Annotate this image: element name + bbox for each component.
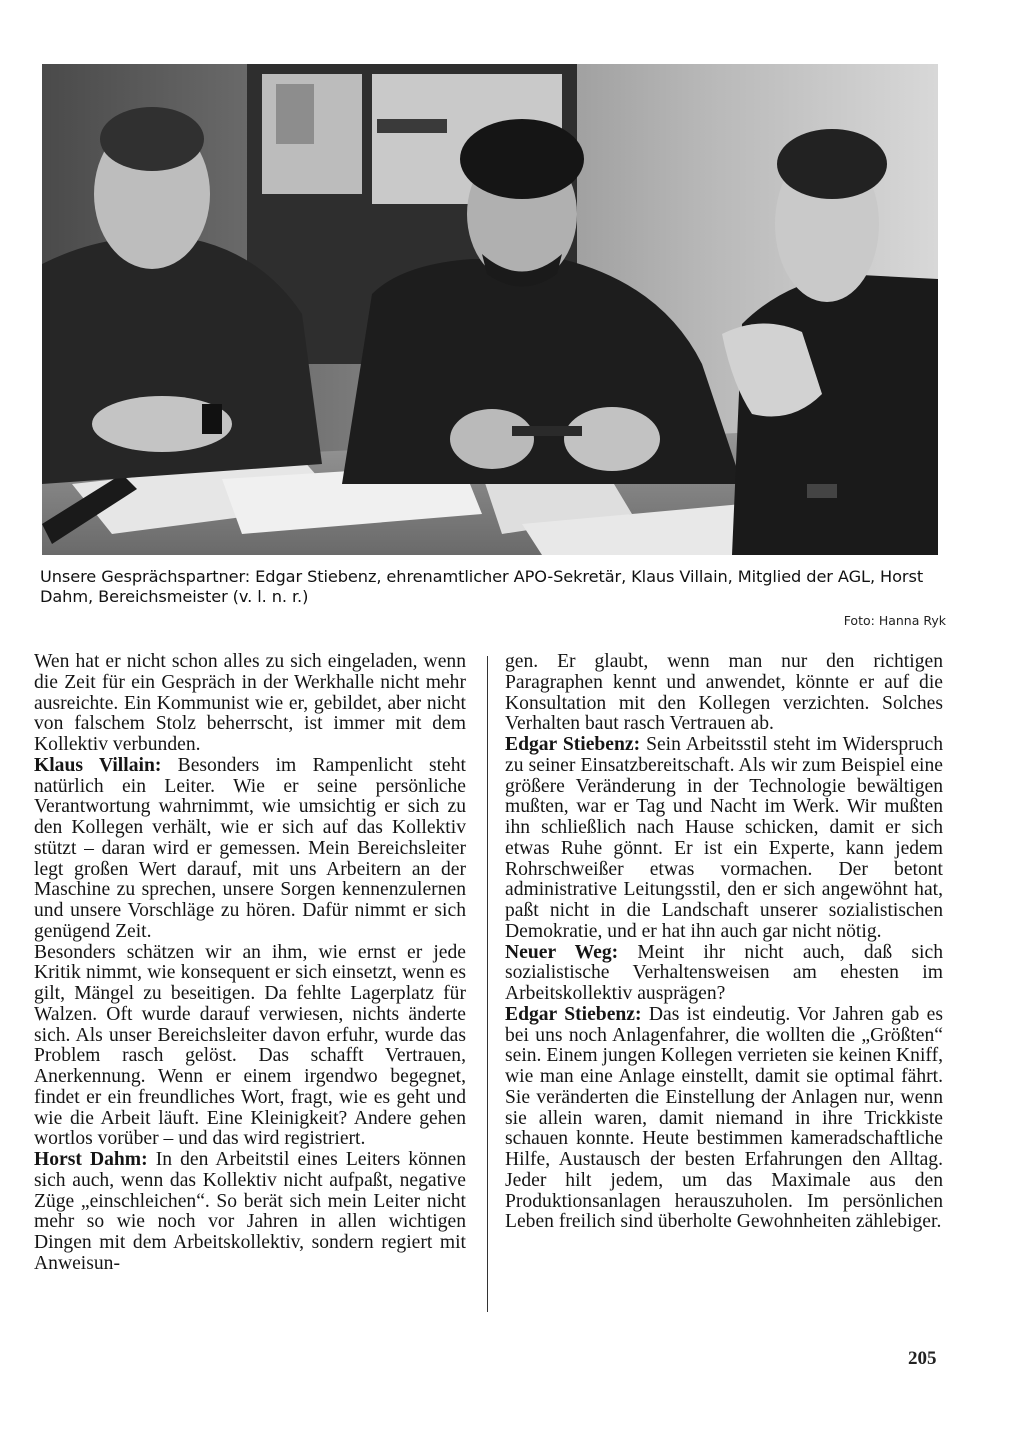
speaker-text: Sein Arbeitsstil steht im Widerspruch zu seiner Einsatzbereitschaft. Als wir zum Beispiel eine größere Veränderung in der Technologie bewältigen mußten, war er Tag und Nacht im Werk. Wir mußten ihn schließlich nach Hause schicken, damit er sich etwas Ruhe gönnt. Er ist ein Experte, kann jedem Rohrschweißer etwas vormachen. Der betont administrative Leitungsstil, den er sich angewöhnt hat, paßt nicht in die Landschaft unserer sozialistischen Demokratie, und er hat ihn auch gar nicht nötig. <box>505 734 943 942</box>
paragraph <box>505 735 943 943</box>
speaker-name: Edgar Stiebenz: <box>505 734 641 755</box>
photo-credit: Foto: Hanna Ryk <box>843 613 946 628</box>
speaker-text: In den Arbeitstil eines Leiters können sich auch, wenn das Kollektiv nicht aufpaßt, negative Züge „einschleichen“. So berät sich mein Leiter nicht mehr so wie noch vor Jahren in allen wichtigen Dingen mit dem Arbeitskollektiv, sondern regiert mit Anweisun- <box>34 1149 466 1274</box>
paragraph: Besonders schätzen wir an ihm, wie ernst er jede Kritik nimmt, wie konsequent er sich einsetzt, wenn es gilt, Mängel zu beseitigen. Da fehlte Lagerplatz für Walzen. Oft wurde darauf verwiesen, nichts änderte sich. Als unser Bereichsleiter davon erfuhr, wurde das Problem rasch gelöst. Das schafft Vertrauen, Anerkennung. Wenn er einem irgendwo begegnet, findet er ein freundliches Wort, fragt, wie es geht und wie die Arbeit läuft. Eine Kleinigkeit? Andere gehen wortlos vorüber – und das wird registriert. <box>34 941 466 1150</box>
page-number: 205 <box>908 1348 937 1369</box>
speaker-text: Besonders im Rampenlicht steht natürlich ein Leiter. Wie er seine persönliche Verantwortung wahrnimmt, wie umsichtig er sich zu den Kollegen verhält, wie er sich auf das Kollektiv stützt – daran wird er gemessen. Mein Bereichsleiter legt großen Wert darauf, mit uns Arbeitern an der Maschine zu sprechen, unsere Sorgen kennenzulernen und unsere Vorschläge zu hören. Dafür nimmt er sich genügend Zeit. <box>34 754 466 942</box>
paragraph: Wen hat er nicht schon alles zu sich eingeladen, wenn die Zeit für ein Gespräch in der Werkhalle nicht mehr ausreichte. Ein Kommunist wie er, gebildet, aber nicht von falschem Stolz beherrscht, ist immer mit dem Kollektiv verbunden. <box>34 651 466 755</box>
speaker-name: Klaus Villain: <box>34 754 162 776</box>
speaker-name: Neuer Weg: <box>505 941 619 963</box>
paragraph <box>34 756 466 943</box>
paragraph <box>505 943 943 1005</box>
article-column-left <box>34 652 466 1275</box>
article-column-right <box>505 652 943 1233</box>
photo-caption: Unsere Gesprächspartner: Edgar Stiebenz, ehrenamtlicher APO-Sekretär, Klaus Villain, Mitglied der AGL, Horst Dahm, Bereichsmeister (v. l. n. r.) <box>40 567 924 606</box>
column-divider <box>487 656 488 1312</box>
speaker-name: Horst Dahm: <box>34 1149 148 1170</box>
photo-three-men-at-table <box>42 64 938 555</box>
paragraph <box>505 1005 943 1233</box>
speaker-text: Das ist eindeutig. Vor Jahren gab es bei uns noch Anlagenfahrer, die wollten die „Größten“ sein. Einem jungen Kollegen verrieten sie keinen Kniff, wie man eine Anlage einstellt, damit sie optimal fährt. Sie veränderten die Einstellung der Anlagen nur, wenn sie allein waren, damit niemand in ihre Trickkiste schauen konnte. Heute bestimmen kameradschaftliche Hilfe, Austausch der besten Erfahrungen den Alltag. Jeder hilt jedem, um das Maximale aus den Produktionsanlagen herauszuholen. Im persönlichen Leben freilich sind überholte Gewohnheiten zählebiger. <box>505 1003 943 1233</box>
paragraph <box>34 1150 466 1275</box>
speaker-name: Edgar Stiebenz: <box>505 1003 642 1025</box>
speaker-text: Meint ihr nicht auch, daß sich sozialistische Verhaltensweisen am ehesten im Arbeitskollektiv ausprägen? <box>505 941 943 1004</box>
paragraph: gen. Er glaubt, wenn man nur den richtigen Paragraphen kennt und anwendet, könnte er auf die Konsultation mit den Kollegen verzichten. Solches Verhalten baut rasch Vertrauen ab. <box>505 651 943 735</box>
article-photo <box>42 64 938 555</box>
